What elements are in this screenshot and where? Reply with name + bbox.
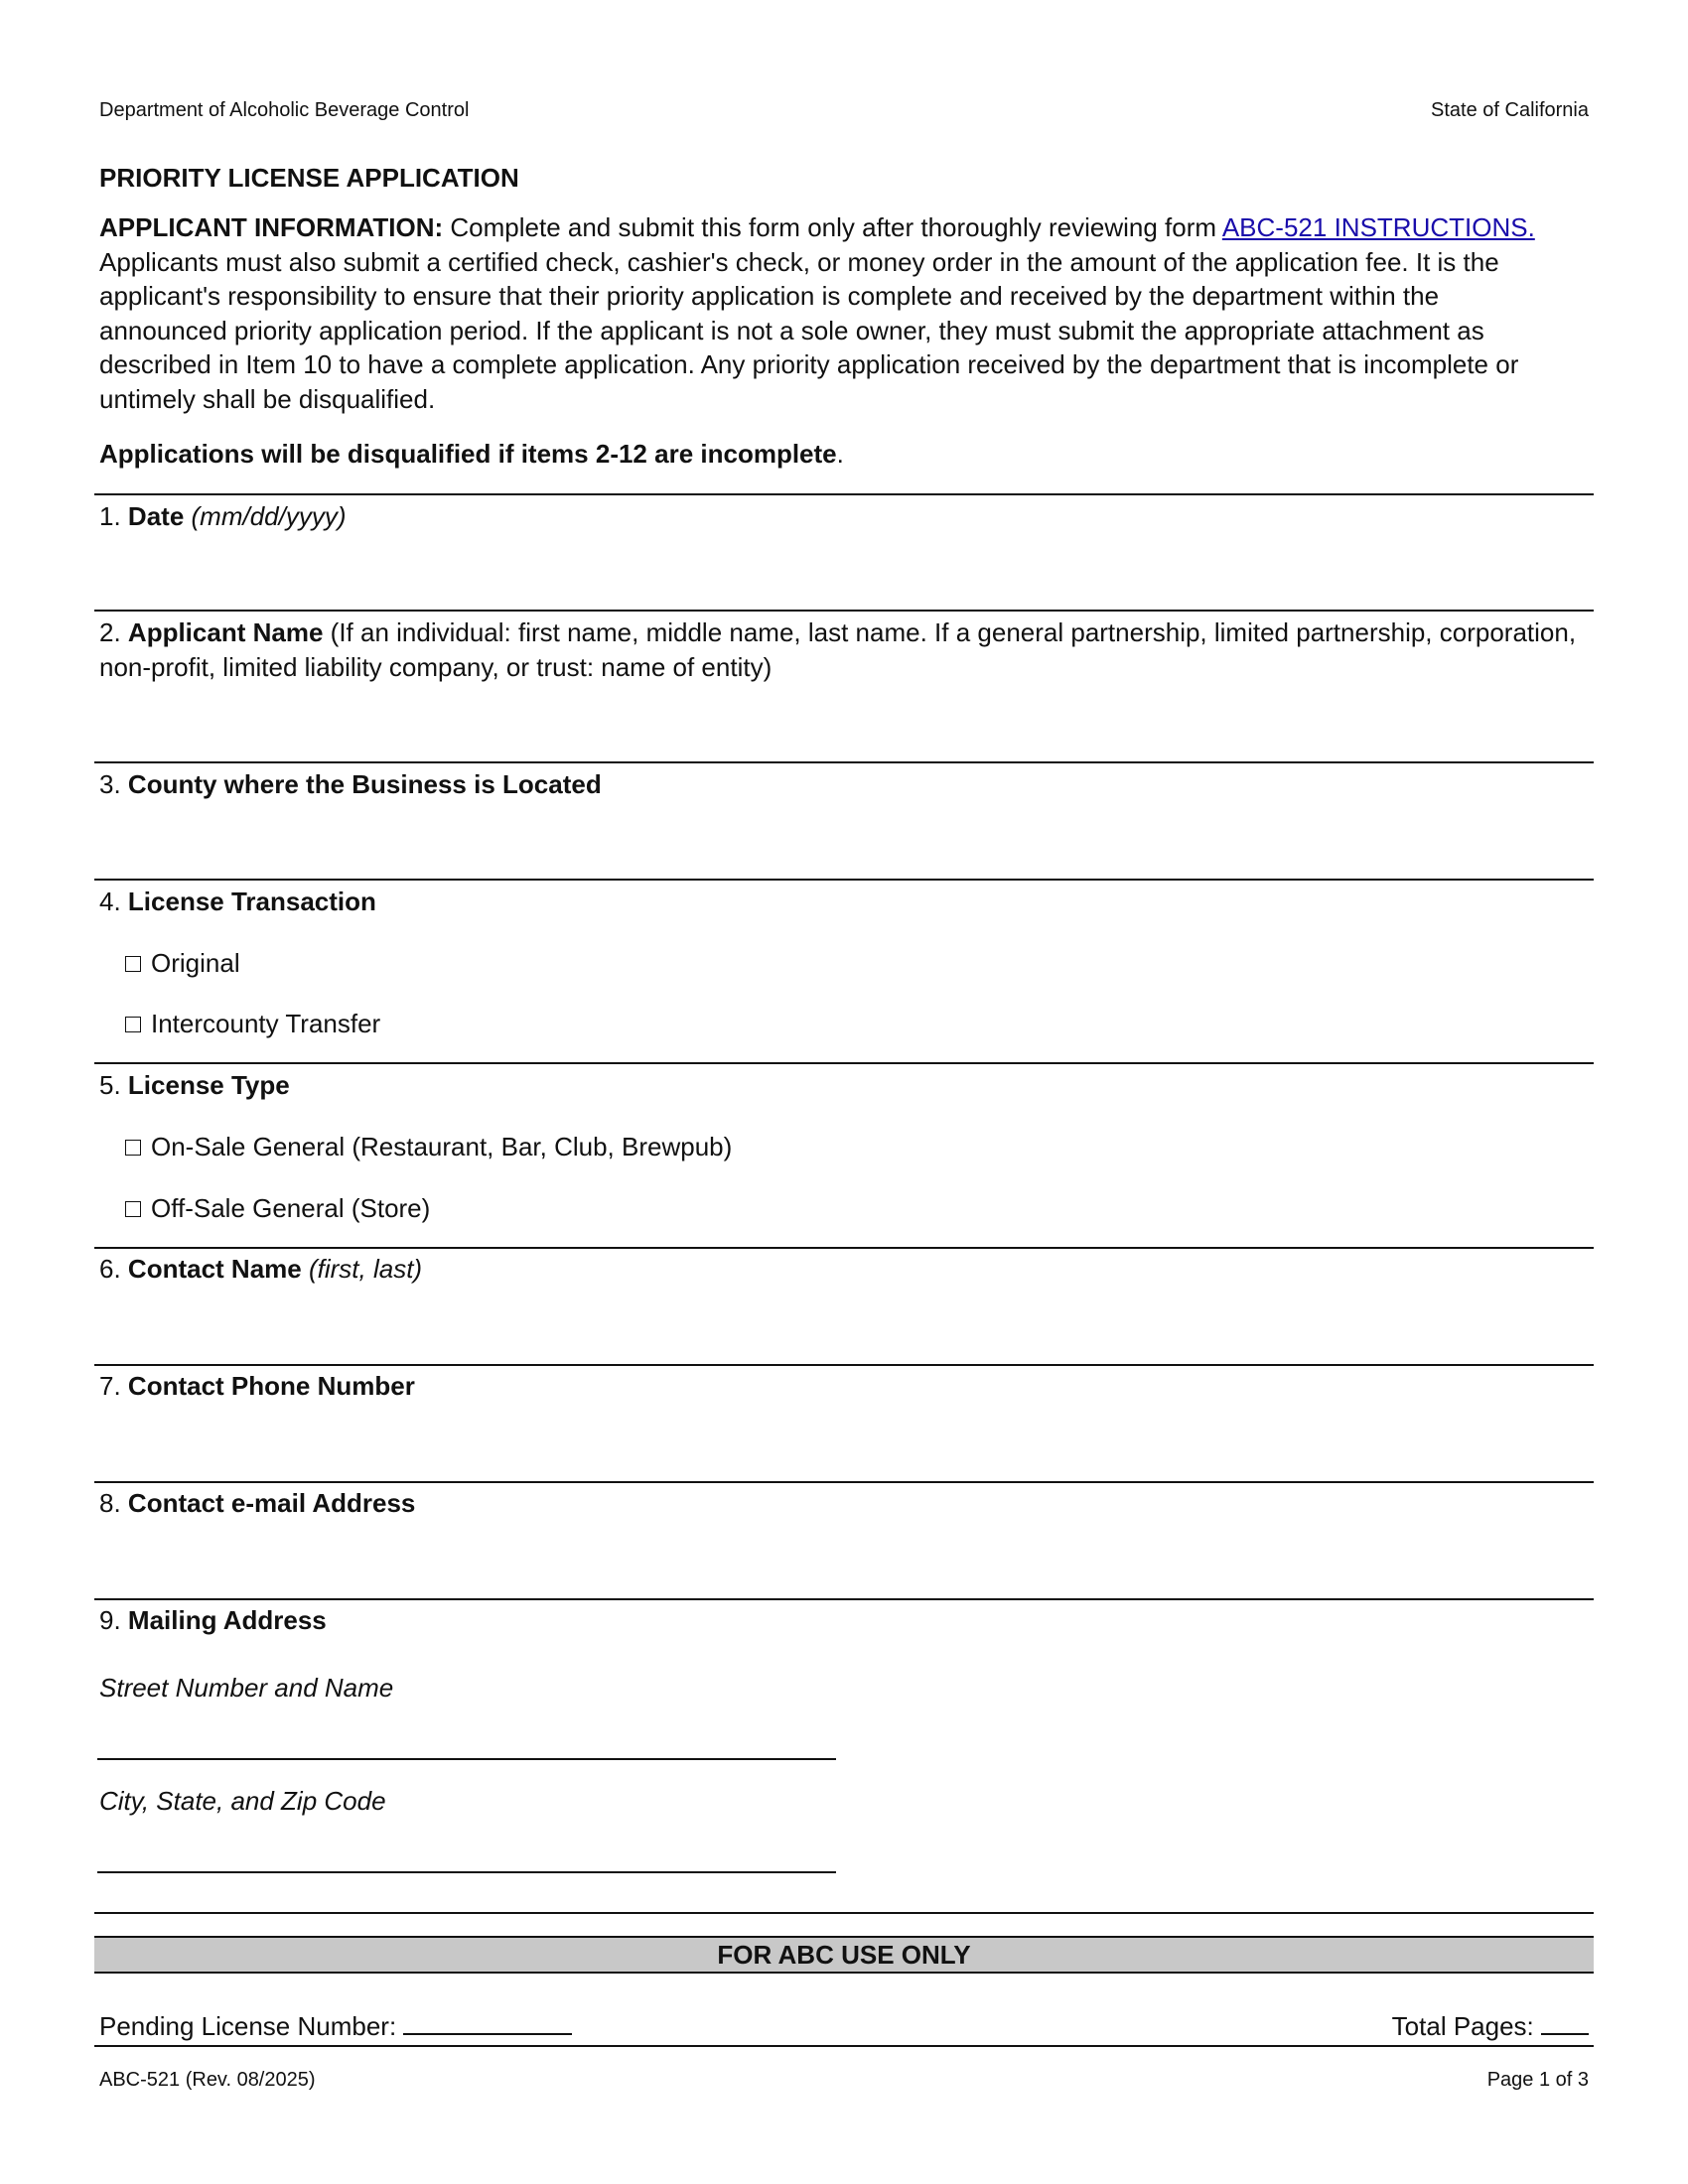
divider-rule [94, 1481, 1594, 1483]
contact-phone-label: Contact Phone Number [127, 1371, 415, 1401]
total-pages-input-line[interactable] [1541, 2009, 1589, 2035]
mailing-address-field [99, 1605, 327, 1636]
checkbox-icon[interactable] [125, 1017, 141, 1032]
divider-rule [94, 2045, 1594, 2047]
item-number: 3. [99, 769, 121, 799]
item-number: 2. [99, 617, 121, 647]
option-label: Off-Sale General (Store) [151, 1193, 431, 1223]
abc-use-banner: FOR ABC USE ONLY [94, 1936, 1594, 1974]
date-label: Date [127, 501, 185, 531]
disqualification-notice [99, 439, 844, 470]
total-pages-label: Total Pages: [1391, 2011, 1534, 2041]
disqualification-bold: Applications will be disqualified if items 2-12 are incomplete [99, 439, 837, 469]
divider-rule [94, 610, 1594, 612]
item-number: 8. [99, 1488, 121, 1518]
mailing-address-label: Mailing Address [127, 1605, 327, 1635]
contact-email-field[interactable] [99, 1488, 415, 1519]
intro-text-before: Complete and submit this form only after thoroughly reviewing form [443, 212, 1222, 242]
contact-name-field[interactable] [99, 1254, 422, 1285]
divider-rule [94, 1912, 1594, 1914]
department-name: Department of Alcoholic Beverage Control [99, 99, 470, 121]
option-label: Original [151, 948, 240, 978]
option-intercounty-transfer[interactable] [125, 1009, 380, 1039]
checkbox-icon[interactable] [125, 1201, 141, 1217]
divider-rule [94, 493, 1594, 495]
divider-rule [94, 1364, 1594, 1366]
pending-license-input-line[interactable] [403, 2009, 572, 2035]
form-title: PRIORITY LICENSE APPLICATION [99, 163, 519, 193]
license-transaction-label: License Transaction [127, 887, 376, 916]
city-sublabel: City, State, and Zip Code [99, 1786, 386, 1816]
applicant-name-note: (If an individual: first name, middle name, last name. If a general partnership, limited partnership, corporation, non-profit, limited liability company, or trust: name of entity) [99, 617, 1577, 682]
state-name: State of California [1431, 99, 1589, 121]
county-field[interactable] [99, 769, 602, 800]
contact-email-label: Contact e-mail Address [127, 1488, 416, 1518]
pending-license-label: Pending License Number: [99, 2011, 397, 2041]
applicant-name-field[interactable] [99, 615, 1589, 684]
instructions-link[interactable]: ABC-521 INSTRUCTIONS. [1221, 212, 1535, 242]
divider-rule [94, 761, 1594, 763]
item-number: 9. [99, 1605, 121, 1635]
applicant-information-paragraph [99, 210, 1569, 416]
street-input-line[interactable] [97, 1758, 836, 1760]
contact-name-label: Contact Name [127, 1254, 302, 1284]
checkbox-icon[interactable] [125, 956, 141, 972]
street-sublabel: Street Number and Name [99, 1673, 394, 1703]
option-label: Intercounty Transfer [151, 1009, 381, 1038]
option-original[interactable] [125, 948, 240, 979]
intro-lead: APPLICANT INFORMATION: [99, 212, 444, 242]
contact-name-note: (first, last) [308, 1254, 423, 1284]
total-pages [1392, 2009, 1589, 2042]
license-type-label: License Type [127, 1070, 290, 1100]
county-label: County where the Business is Located [127, 769, 602, 799]
pending-license-number [99, 2009, 572, 2042]
option-off-sale-general[interactable] [125, 1193, 430, 1224]
disqualification-end: . [836, 439, 844, 469]
page-number: Page 1 of 3 [1486, 2069, 1589, 2091]
intro-text-after: Applicants must also submit a certified check, cashier's check, or money order in the amount of the application fee. It is the applicant's responsibility to ensure that their priority application is complete and received by the department within the announced priority application period. If the applicant is not a sole owner, they must submit the appropriate attachment as described in Item 10 to have a complete application. Any priority application received by the department that is incomplete or untimely shall be disqualified. [99, 246, 1519, 414]
option-label: On-Sale General (Restaurant, Bar, Club, Brewpub) [151, 1132, 733, 1161]
applicant-name-label: Applicant Name [127, 617, 324, 647]
divider-rule [94, 1598, 1594, 1600]
form-id: ABC-521 (Rev. 08/2025) [99, 2069, 316, 2091]
date-field[interactable] [99, 501, 347, 532]
option-on-sale-general[interactable] [125, 1132, 732, 1162]
item-number: 4. [99, 887, 121, 916]
checkbox-icon[interactable] [125, 1140, 141, 1156]
divider-rule [94, 879, 1594, 881]
item-number: 6. [99, 1254, 121, 1284]
item-number: 5. [99, 1070, 121, 1100]
item-number: 7. [99, 1371, 121, 1401]
contact-phone-field[interactable] [99, 1371, 415, 1402]
divider-rule [94, 1247, 1594, 1249]
divider-rule [94, 1062, 1594, 1064]
license-transaction-field [99, 887, 376, 917]
date-format-note: (mm/dd/yyyy) [191, 501, 347, 531]
item-number: 1. [99, 501, 121, 531]
license-type-field [99, 1070, 290, 1101]
city-input-line[interactable] [97, 1871, 836, 1873]
